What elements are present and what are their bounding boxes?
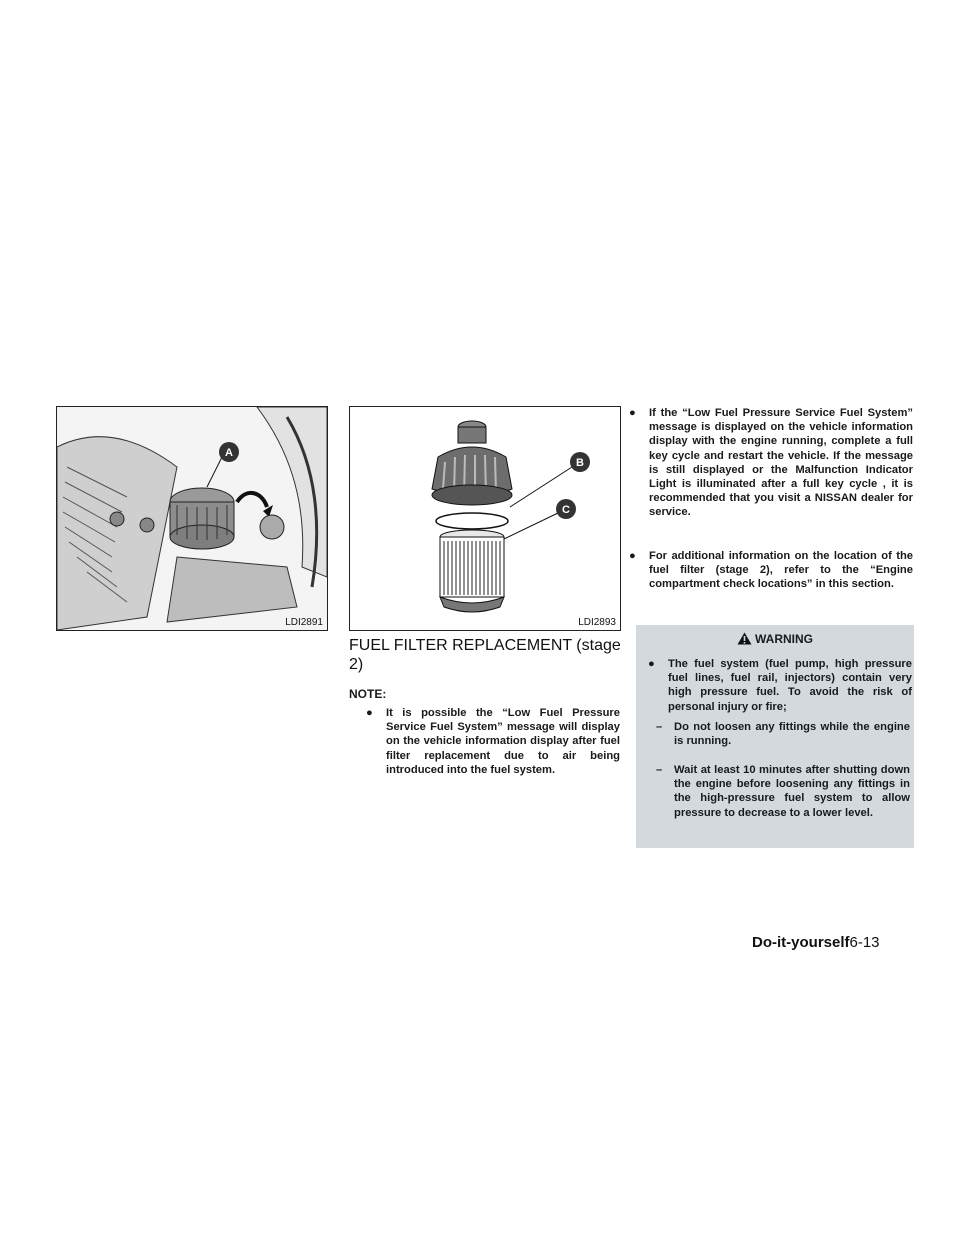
warning-box [636,625,914,848]
note-title: NOTE: [349,687,387,701]
dash-icon: – [656,764,663,776]
section-title: FUEL FILTER REPLACEMENT (stage 2) [349,637,621,673]
engine-compartment-figure [56,406,328,631]
warning-triangle-icon [737,632,752,645]
warning-dash-text: Do not loosen any fittings while the engine is running. [674,721,910,748]
warning-bullet-text: The fuel system (fuel pump, high pressure fuel lines, fuel rail, injectors) contain very high pressure fuel. To avoid the risk of personal injury or fire; [668,658,912,713]
figure-id-1: LDI2891 [285,617,323,628]
bullet-icon: ● [629,550,636,562]
page-footer [752,934,880,951]
warning-heading [636,632,914,646]
note-bullet-text: It is possible the “Low Fuel Pressure Service Fuel System” message will display on the vehicle information display after fuel filter replacement due to air being introduced into the fuel system. [386,707,620,776]
fuel-filter-figure [349,406,621,631]
warning-dash-text: Wait at least 10 minutes after shutting down the engine before loosening any fittings in the high-pressure fuel system to allow pressure to decrease to a lower level. [674,764,910,819]
footer-section: Do-it-yourself [752,934,850,951]
footer-page-number: 6-13 [849,934,880,951]
warning-bullet [648,657,912,714]
bullet-icon: ● [629,407,636,419]
warning-dash-item [656,763,910,820]
bullet-item-low-fuel-message [629,406,913,520]
bullet-item-filter-location [629,549,913,592]
engine-illustration [57,407,327,630]
note-bullet [366,706,620,777]
warning-title: WARNING [755,632,813,646]
bullet-text: If the “Low Fuel Pressure Service Fuel System” message is displayed on the vehicle information display with the engine running, complete a full key cycle and restart the vehicle. If the message is still displayed or the Malfunction Indicator Light is illuminated after a full key cycle , it is recommended that you visit a NISSAN dealer for service. [649,407,913,519]
bullet-text: For additional information on the location of the fuel filter (stage 2), refer to the “Engine compartment check locations” in this section. [649,550,913,591]
figure-id-2: LDI2893 [578,617,616,628]
bullet-icon: ● [366,707,373,719]
dash-icon: – [656,721,663,733]
callout-a: A [225,447,233,459]
callout-b: B [576,457,584,469]
callout-c: C [562,504,570,516]
warning-dash-item [656,720,910,748]
bullet-icon: ● [648,658,655,670]
fuel-filter-illustration [350,407,620,630]
